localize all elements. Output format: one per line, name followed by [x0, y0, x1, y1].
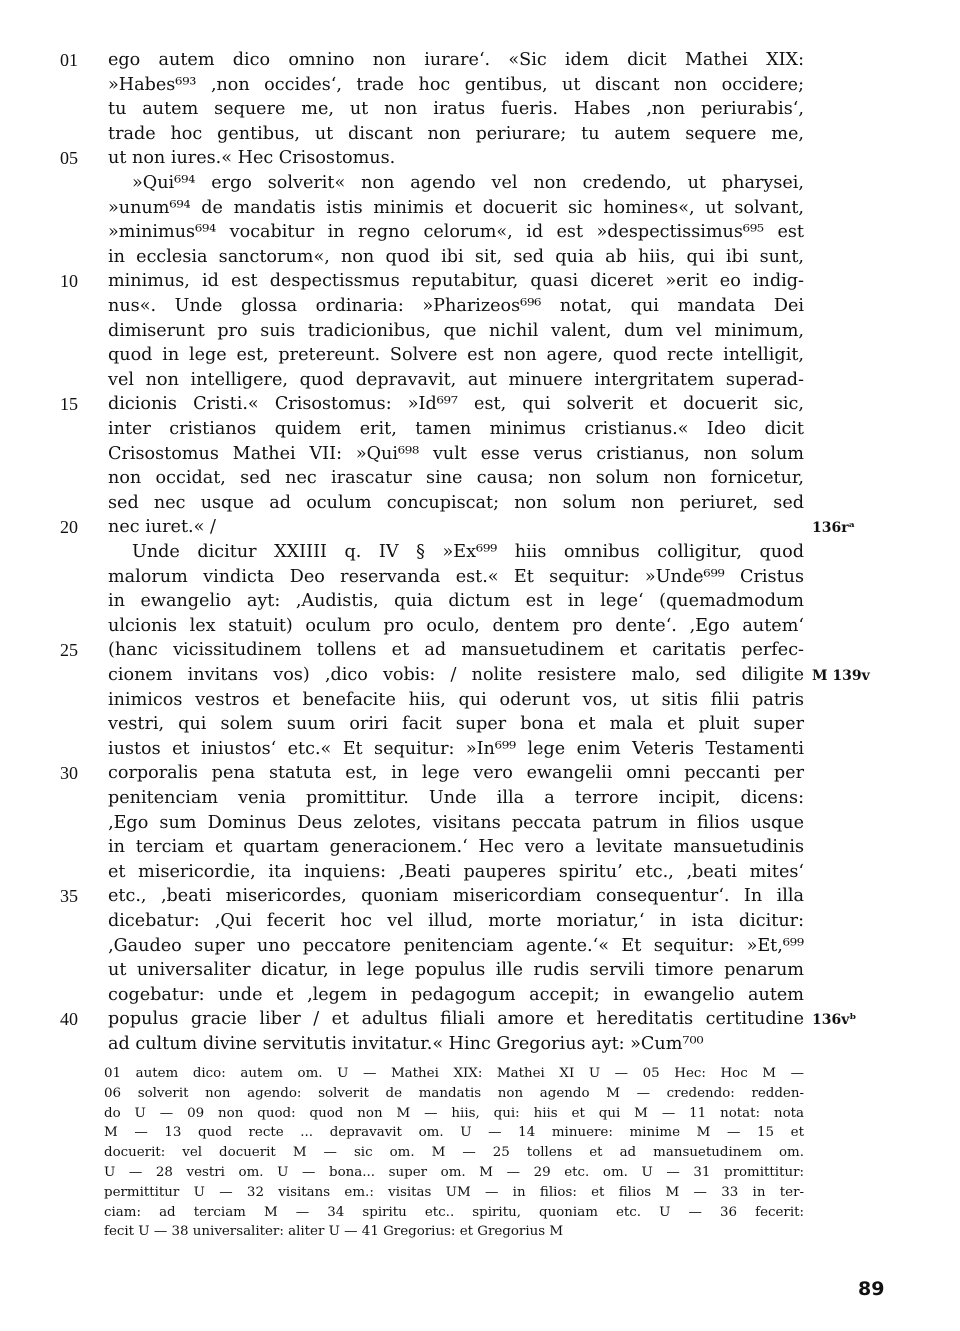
line-number: 25: [60, 640, 78, 661]
text-line: [0, 294, 960, 318]
line-text: ad cultum divine servitutis invitatur.« Hinc Gregorius ayt: »Cum⁷⁰⁰: [108, 1034, 704, 1054]
line-text: nec iuret.« /: [108, 517, 216, 538]
text-line: [0, 1007, 960, 1031]
text-line: [0, 589, 960, 613]
line-text: ‚Gaudeo super uno peccatore penitenciam agente.‘« Et sequitur: »Et,⁶⁹⁹: [108, 935, 804, 956]
line-text: in ecclesia sanctorum«, non quod ibi sit, sed quia ab hiis, qui ibi sunt,: [108, 246, 804, 267]
line-text: cionem invitans vos) ‚dico vobis: / nolite resistere malo, sed diligite: [108, 665, 804, 685]
line-text: tu autem sequere me, ut non iratus fueris. Habes ‚non periurabis‘,: [108, 99, 804, 120]
line-number: 15: [60, 394, 78, 415]
line-text: vel non intelligere, quod depravavit, aut minuere intergritatem superad-: [108, 369, 804, 390]
line-number: 01: [60, 50, 78, 70]
line-text: dicebatur: ‚Qui fecerit hoc vel illud, morte moriatur,‘ in ista dicitur:: [108, 911, 804, 931]
text-line: [0, 835, 960, 859]
line-text: populus gracie liber / et adultus filiali amore et hereditatis certitudine: [108, 1009, 804, 1030]
apparatus-text: M — 13 quod recte ... depravavit om. U — 14 minuere: minime M — 15 et: [104, 1125, 804, 1141]
text-line: [0, 515, 960, 539]
text-line: [0, 269, 960, 293]
apparatus-line: [104, 1084, 804, 1103]
line-text: nus«. Unde glossa ordinaria: »Pharizeos⁶⁹⁶ notat, qui mandata Dei: [108, 296, 804, 316]
apparatus-line: [104, 1183, 804, 1202]
text-line: [0, 811, 960, 835]
text-line: [0, 171, 960, 195]
line-text: cogebatur: unde et ‚legem in pedagogum accepit; in ewangelio autem: [108, 984, 804, 1005]
text-line: [0, 761, 960, 785]
line-text: in ewangelio ayt: ‚Audistis, quia dictum est in lege‘ (quemadmodum: [108, 591, 804, 612]
text-line: [0, 491, 960, 515]
line-number: 20: [60, 517, 78, 538]
text-line: [0, 614, 960, 638]
text-line: [0, 983, 960, 1007]
text-line: [0, 1032, 960, 1056]
line-number: 05: [60, 148, 78, 169]
apparatus-line: [104, 1163, 804, 1182]
line-text: penitenciam venia promittitur. Unde illa a terrore incipit, dicens:: [108, 788, 804, 808]
line-text: inimicos vestros et benefacite hiis, qui oderunt vos, ut sitis filii patris: [108, 689, 804, 710]
line-number: 30: [60, 763, 78, 784]
apparatus-line: [104, 1143, 804, 1162]
text-line: [0, 73, 960, 97]
text-line: [0, 245, 960, 269]
line-text: »Qui⁶⁹⁴ ergo solverit« non agendo vel non credendo, ut pharysei,: [132, 173, 804, 193]
text-line: [0, 220, 960, 244]
text-line: [0, 442, 960, 466]
apparatus-text: docuerit: vel docuerit M — sic om. M — 25 tollens et ad mansuetudinem om.: [104, 1145, 804, 1161]
text-line: [0, 196, 960, 220]
text-line: [0, 417, 960, 441]
line-text: quod in lege est, pretereunt. Solvere est non agere, quod recte intelligit,: [108, 345, 804, 366]
line-number: 40: [60, 1009, 78, 1030]
apparatus-line: [104, 1064, 804, 1083]
text-line: [0, 392, 960, 416]
line-text: ego autem dico omnino non iurare‘. «Sic idem dicit Mathei XIX:: [108, 50, 804, 70]
apparatus-text: 06 solverit non agendo: solverit de mandatis non agendo M — credendo: redden-: [104, 1085, 804, 1101]
apparatus-text: permittitur U — 32 visitans em.: visitas UM — in filios: et filios M — 33 in ter-: [104, 1184, 804, 1200]
line-text: Unde dicitur XXIIII q. IV § »Ex⁶⁹⁹ hiis omnibus colligitur, quod: [132, 542, 804, 562]
line-text: »Habes⁶⁹³ ‚non occides‘, trade hoc gentibus, ut discant non occidere;: [108, 74, 804, 95]
line-text: ut universaliter dicatur, in lege populus ille rudis servili timore penarum: [108, 960, 804, 981]
line-text: sed nec usque ad oculum concupiscat; non solum non periuret, sed: [108, 492, 804, 513]
apparatus-text: ciam: ad terciam M — 34 spiritu etc.. spiritu, quoniam etc. U — 36 fecerit:: [104, 1204, 804, 1220]
text-line: [0, 343, 960, 367]
apparatus-line: [104, 1222, 804, 1241]
line-text: in terciam et quartam generacionem.‘ Hec vero a levitate mansuetudinis: [108, 837, 804, 858]
folio-reference: 136rᵃ: [812, 520, 856, 537]
text-line: [0, 466, 960, 490]
text-line: [0, 48, 960, 72]
line-text: etc., ‚beati misericordes, quoniam misericordiam consequentur‘. In illa: [108, 886, 804, 907]
line-text: corporalis pena statuta est, in lege vero ewangelii omni peccanti per: [108, 763, 804, 784]
line-text: (hanc vicissitudinem tollens et ad mansuetudinem et caritatis perfec-: [108, 640, 804, 661]
text-line: [0, 638, 960, 662]
text-line: [0, 884, 960, 908]
line-text: dimiserunt pro suis tradicionibus, que nichil valent, dum vel minimum,: [108, 320, 804, 341]
apparatus-line: [104, 1123, 804, 1142]
line-text: inter cristianos quidem erit, tamen minimus cristianus.« Ideo dicit: [108, 419, 804, 439]
text-line: [0, 786, 960, 810]
line-text: trade hoc gentibus, ut discant non periurare; tu autem sequere me,: [108, 123, 804, 144]
text-line: [0, 122, 960, 146]
text-line: [0, 688, 960, 712]
line-text: dicionis Cristi.« Crisostomus: »Id⁶⁹⁷ est, qui solverit et docuerit sic,: [108, 394, 804, 415]
text-line: [0, 663, 960, 687]
line-number: 35: [60, 886, 78, 907]
text-line: [0, 958, 960, 982]
text-line: [0, 146, 960, 170]
apparatus-text: 01 autem dico: autem om. U — Mathei XIX: Mathei XI U — 05 Hec: Hoc M —: [104, 1066, 804, 1081]
line-text: ‚Ego sum Dominus Deus zelotes, visitans peccata patrum in filios usque: [108, 812, 804, 833]
line-text: »minimus⁶⁹⁴ vocabitur in regno celorum«, id est »despectissimus⁶⁹⁵ est: [108, 222, 804, 243]
line-text: iustos et iniustos‘ etc.« Et sequitur: »In⁶⁹⁹ lege enim Veteris Testamenti: [108, 738, 804, 759]
text-line: [0, 909, 960, 933]
line-text: vestri, qui solem suum oriri facit super bona et mala et pluit super: [108, 714, 804, 735]
line-text: ulcionis lex statuit) oculum pro oculo, dentem pro dente‘. ‚Ego autem‘: [108, 615, 804, 636]
line-text: et misericordie, ita inquiens: ‚Beati pauperes spiritu’ etc., ‚beati mites‘: [108, 861, 804, 882]
text-line: [0, 934, 960, 958]
text-line: [0, 540, 960, 564]
folio-reference: 136vᵇ: [812, 1012, 857, 1029]
line-number: 10: [60, 271, 78, 292]
line-text: ut non iures.« Hec Crisostomus.: [108, 148, 396, 169]
text-line: [0, 860, 960, 884]
line-text: malorum vindicta Deo reservanda est.« Et sequitur: »Unde⁶⁹⁹ Cristus: [108, 566, 804, 587]
text-line: [0, 737, 960, 761]
line-text: Crisostomus Mathei VII: »Qui⁶⁹⁸ vult esse verus cristianus, non solum: [108, 443, 804, 464]
apparatus-text: U — 28 vestri om. U — bona... super om. M — 29 etc. om. U — 31 promittitur:: [104, 1165, 804, 1180]
text-line: [0, 97, 960, 121]
line-text: minimus, id est despectissmus reputabitur, quasi diceret »erit eo indig-: [108, 271, 804, 292]
apparatus-text: fecit U — 38 universaliter: aliter U — 41 Gregorius: et Gregorius M: [104, 1224, 564, 1240]
folio-reference: M 139v: [812, 668, 870, 684]
text-line: [0, 368, 960, 392]
apparatus-line: [104, 1203, 804, 1222]
text-line: [0, 565, 960, 589]
text-line: [0, 319, 960, 343]
line-text: non occidat, sed nec irascatur sine causa; non solum non fornicetur,: [108, 468, 804, 489]
page-number: 89: [858, 1278, 885, 1300]
apparatus-line: [104, 1104, 804, 1123]
apparatus-text: do U — 09 non quod: quod non M — hiis, qui: hiis et qui M — 11 notat: nota: [104, 1105, 804, 1121]
line-text: »unum⁶⁹⁴ de mandatis istis minimis et docuerit sic homines«, ut solvant,: [108, 197, 804, 218]
text-line: [0, 712, 960, 736]
